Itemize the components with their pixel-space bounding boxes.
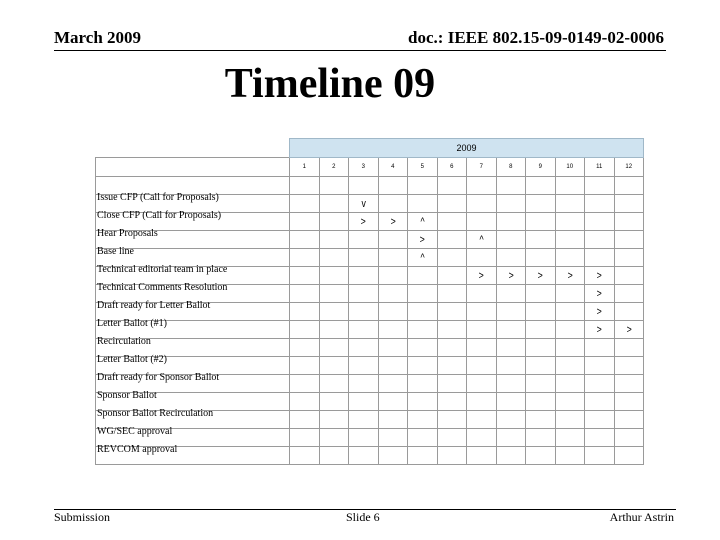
timeline-cell [467, 249, 497, 267]
timeline-cell [408, 411, 438, 429]
timeline-cell [614, 357, 644, 375]
timeline-cell [349, 321, 379, 339]
timeline-cell [408, 375, 438, 393]
timeline-cell [467, 375, 497, 393]
timeline-cell [437, 321, 467, 339]
timeline-cell [526, 393, 556, 411]
task-label: WG/SEC approval [97, 426, 173, 437]
month-header: 3 [349, 158, 379, 177]
year-header: 2009 [290, 139, 644, 158]
timeline-cell [290, 321, 320, 339]
timeline-cell [349, 231, 379, 249]
table-row [96, 213, 644, 231]
timeline-marker: > [537, 269, 543, 282]
timeline-cell [585, 213, 615, 231]
task-label-cell [96, 285, 290, 311]
timeline-cell [496, 447, 526, 465]
month-header: 10 [555, 158, 585, 177]
timeline-cell [526, 195, 556, 213]
timeline-cell [614, 231, 644, 249]
timeline-cell [526, 177, 556, 195]
timeline-cell [467, 285, 497, 303]
timeline-cell [408, 285, 438, 303]
timeline-cell [526, 321, 556, 339]
timeline-cell [319, 213, 349, 231]
month-header: 7 [467, 158, 497, 177]
task-label: Recirculation [97, 336, 151, 347]
timeline-cell [555, 339, 585, 357]
timeline-cell [378, 231, 408, 249]
timeline-cell [496, 231, 526, 249]
timeline-cell [349, 375, 379, 393]
task-label: Sponsor Ballot [97, 390, 157, 401]
timeline-cell [290, 195, 320, 213]
table-row [96, 195, 644, 213]
timeline-cell [614, 177, 644, 195]
timeline-cell [319, 285, 349, 303]
table-row [96, 177, 644, 195]
timeline-marker: > [419, 233, 425, 246]
task-label: Draft ready for Letter Ballot [97, 300, 211, 311]
timeline-cell [555, 357, 585, 375]
timeline-cell [437, 285, 467, 303]
task-label-cell [96, 429, 290, 455]
timeline-cell [290, 411, 320, 429]
timeline-cell [437, 195, 467, 213]
timeline-cell [526, 429, 556, 447]
timeline-cell [614, 447, 644, 465]
task-label: Close CFP (Call for Proposals) [97, 210, 222, 221]
timeline-cell [290, 213, 320, 231]
timeline-cell [319, 447, 349, 465]
task-label: Letter Ballot (#1) [97, 318, 167, 329]
timeline-cell [526, 303, 556, 321]
timeline-cell [349, 285, 379, 303]
timeline-cell [496, 213, 526, 231]
timeline-cell [349, 447, 379, 465]
timeline-cell [496, 357, 526, 375]
task-label: Issue CFP (Call for Proposals) [97, 192, 219, 203]
timeline-cell [585, 393, 615, 411]
task-label: Sponsor Ballot Recirculation [97, 408, 214, 419]
timeline-cell [290, 267, 320, 285]
timeline-cell [467, 231, 497, 249]
timeline-cell [437, 213, 467, 231]
timeline-cell [496, 339, 526, 357]
timeline-cell [614, 429, 644, 447]
timeline-cell [378, 285, 408, 303]
timeline-marker: > [508, 269, 514, 282]
month-row [96, 158, 644, 177]
timeline-cell [290, 393, 320, 411]
month-header: 9 [526, 158, 556, 177]
timeline-table [95, 138, 644, 465]
timeline-cell [555, 231, 585, 249]
table-row [96, 303, 644, 321]
timeline-cell [319, 375, 349, 393]
table-row [96, 357, 644, 375]
timeline-cell [526, 213, 556, 231]
timeline-cell [467, 393, 497, 411]
timeline-cell [319, 177, 349, 195]
timeline-cell [555, 213, 585, 231]
timeline-cell [437, 339, 467, 357]
timeline-marker: ^ [420, 215, 425, 228]
timeline-cell [496, 177, 526, 195]
table-row [96, 375, 644, 393]
year-row-spacer [96, 139, 290, 158]
timeline-cell [290, 447, 320, 465]
timeline-cell [378, 429, 408, 447]
task-label-cell [96, 249, 290, 275]
timeline-cell [614, 303, 644, 321]
timeline-cell [437, 177, 467, 195]
timeline-cell [526, 231, 556, 249]
timeline-cell [496, 429, 526, 447]
timeline-marker: > [390, 215, 396, 228]
timeline-cell [467, 177, 497, 195]
timeline-cell [378, 447, 408, 465]
timeline-cell [496, 375, 526, 393]
month-header: 6 [437, 158, 467, 177]
timeline-cell [378, 303, 408, 321]
timeline-cell [496, 321, 526, 339]
task-label-cell [96, 177, 290, 203]
footer-submission: Submission [54, 510, 111, 524]
timeline-cell [467, 321, 497, 339]
slide-title: Timeline 09 [224, 61, 436, 107]
timeline-cell [437, 249, 467, 267]
timeline-cell [496, 195, 526, 213]
table-row [96, 393, 644, 411]
month-header: 8 [496, 158, 526, 177]
task-label-cell [96, 231, 290, 257]
timeline-cell [467, 213, 497, 231]
timeline-cell [585, 429, 615, 447]
table-row [96, 447, 644, 465]
timeline-cell [555, 321, 585, 339]
timeline-cell [585, 447, 615, 465]
timeline-cell [614, 375, 644, 393]
timeline-cell [555, 393, 585, 411]
timeline-cell [290, 285, 320, 303]
timeline-cell [496, 411, 526, 429]
timeline-cell [290, 177, 320, 195]
timeline-cell [408, 447, 438, 465]
task-label: Base line [97, 246, 134, 257]
timeline-cell [349, 339, 379, 357]
timeline-cell [319, 357, 349, 375]
timeline-cell [290, 429, 320, 447]
timeline-cell [467, 195, 497, 213]
timeline-cell [614, 213, 644, 231]
timeline-cell [349, 249, 379, 267]
timeline-cell [437, 303, 467, 321]
table-row [96, 231, 644, 249]
timeline-cell [585, 177, 615, 195]
timeline-cell [614, 411, 644, 429]
timeline-cell [290, 303, 320, 321]
timeline-marker: ^ [479, 233, 484, 246]
timeline-cell [585, 267, 615, 285]
timeline-marker: > [596, 287, 602, 300]
timeline-cell [349, 177, 379, 195]
table-row [96, 267, 644, 285]
timeline-cell [526, 339, 556, 357]
timeline-cell [614, 249, 644, 267]
task-label: Technical editorial team in place [97, 264, 228, 275]
timeline-cell [467, 447, 497, 465]
timeline-cell [290, 357, 320, 375]
timeline-cell [585, 375, 615, 393]
timeline-cell [555, 411, 585, 429]
timeline-cell [526, 267, 556, 285]
timeline-cell [378, 393, 408, 411]
header-date: March 2009 [54, 28, 142, 47]
timeline-cell [408, 357, 438, 375]
timeline-cell [555, 375, 585, 393]
timeline-cell [585, 411, 615, 429]
table-row [96, 411, 644, 429]
timeline-cell [349, 429, 379, 447]
task-label-cell [96, 447, 290, 465]
timeline-cell [349, 393, 379, 411]
timeline-cell [526, 357, 556, 375]
timeline-marker: > [567, 269, 573, 282]
timeline-cell [408, 177, 438, 195]
timeline-cell [378, 357, 408, 375]
timeline-cell [319, 195, 349, 213]
timeline-cell [467, 357, 497, 375]
timeline-cell [614, 393, 644, 411]
timeline-marker: > [596, 269, 602, 282]
timeline-cell [437, 429, 467, 447]
timeline-cell [585, 357, 615, 375]
timeline-cell [290, 249, 320, 267]
timeline-cell [585, 321, 615, 339]
timeline-cell [290, 231, 320, 249]
timeline-cell [555, 177, 585, 195]
timeline-cell [408, 393, 438, 411]
timeline-cell [467, 411, 497, 429]
timeline-cell [408, 231, 438, 249]
timeline-marker: > [596, 305, 602, 318]
timeline-cell [378, 411, 408, 429]
timeline-cell [349, 267, 379, 285]
month-header: 11 [585, 158, 615, 177]
timeline-cell [526, 249, 556, 267]
timeline-cell [555, 249, 585, 267]
timeline-cell [437, 267, 467, 285]
timeline-cell [467, 303, 497, 321]
timeline-cell [319, 393, 349, 411]
timeline-cell [555, 447, 585, 465]
timeline-marker: > [626, 323, 632, 336]
timeline-cell [437, 393, 467, 411]
timeline-cell [378, 249, 408, 267]
timeline-cell [378, 375, 408, 393]
table-row [96, 429, 644, 447]
task-label-cell [96, 357, 290, 383]
timeline-cell [378, 213, 408, 231]
timeline-cell [408, 303, 438, 321]
timeline-cell [408, 213, 438, 231]
timeline-cell [496, 393, 526, 411]
timeline-cell [378, 339, 408, 357]
task-label-cell [96, 303, 290, 329]
timeline-cell [437, 231, 467, 249]
timeline-cell [467, 429, 497, 447]
month-header: 2 [319, 158, 349, 177]
timeline-cell [437, 375, 467, 393]
timeline-cell [349, 357, 379, 375]
timeline-cell [437, 447, 467, 465]
timeline-cell [378, 321, 408, 339]
timeline-marker: > [360, 215, 366, 228]
timeline-cell [408, 195, 438, 213]
timeline-cell [319, 411, 349, 429]
task-label-cell [96, 321, 290, 347]
timeline-cell [437, 357, 467, 375]
timeline-cell [496, 267, 526, 285]
table-row [96, 321, 644, 339]
timeline-cell [496, 249, 526, 267]
month-header: 5 [408, 158, 438, 177]
month-header: 1 [290, 158, 320, 177]
timeline-cell [319, 321, 349, 339]
timeline-cell [378, 177, 408, 195]
month-header: 4 [378, 158, 408, 177]
timeline-cell [555, 195, 585, 213]
timeline-cell [585, 285, 615, 303]
timeline-cell [290, 339, 320, 357]
timeline-cell [378, 195, 408, 213]
timeline-cell [349, 303, 379, 321]
footer-slide-number: Slide 6 [346, 510, 380, 524]
timeline-marker: ^ [420, 251, 425, 264]
table-row [96, 249, 644, 267]
timeline-cell [349, 213, 379, 231]
task-label: Technical Comments Resolution [97, 282, 228, 293]
task-label-cell [96, 375, 290, 401]
timeline-cell [614, 339, 644, 357]
table-row [96, 339, 644, 357]
timeline-cell [437, 411, 467, 429]
timeline-cell [555, 303, 585, 321]
timeline-marker: v [361, 197, 366, 210]
task-label: REVCOM approval [97, 444, 178, 455]
header-doc-id: doc.: IEEE 802.15-09-0149-02-0006 [408, 28, 664, 47]
timeline-cell [585, 303, 615, 321]
timeline-cell [526, 285, 556, 303]
timeline-cell [614, 321, 644, 339]
task-label-cell [96, 339, 290, 365]
timeline-cell [585, 195, 615, 213]
timeline-cell [555, 429, 585, 447]
table-row [96, 285, 644, 303]
timeline-cell [408, 267, 438, 285]
timeline-cell [496, 303, 526, 321]
timeline-cell [408, 321, 438, 339]
timeline-marker: > [596, 323, 602, 336]
timeline-cell [467, 267, 497, 285]
timeline-cell [526, 411, 556, 429]
timeline-cell [467, 339, 497, 357]
timeline-marker: > [478, 269, 484, 282]
timeline-cell [555, 267, 585, 285]
task-label-cell [96, 195, 290, 221]
timeline-cell [319, 339, 349, 357]
year-row [96, 139, 644, 158]
timeline-cell [408, 339, 438, 357]
timeline-cell [526, 447, 556, 465]
timeline-cell [378, 267, 408, 285]
task-label-cell [96, 393, 290, 419]
task-label-cell [96, 411, 290, 437]
task-label: Hear Proposals [97, 228, 158, 239]
timeline-cell [614, 267, 644, 285]
timeline-cell [408, 429, 438, 447]
task-label: Draft ready for Sponsor Ballot [97, 372, 220, 383]
timeline-cell [496, 285, 526, 303]
timeline-cell [319, 429, 349, 447]
timeline-cell [614, 195, 644, 213]
timeline-cell [585, 339, 615, 357]
task-label-cell [96, 213, 290, 239]
month-row-label-cell [96, 158, 290, 177]
header-rule [54, 50, 666, 51]
timeline-cell [319, 231, 349, 249]
timeline-cell [408, 249, 438, 267]
task-label-cell [96, 267, 290, 293]
timeline-cell [349, 411, 379, 429]
timeline-cell [585, 249, 615, 267]
timeline-cell [319, 249, 349, 267]
timeline-cell [290, 375, 320, 393]
footer-author: Arthur Astrin [609, 510, 674, 524]
timeline-cell [555, 285, 585, 303]
task-label: Letter Ballot (#2) [97, 354, 167, 365]
timeline-cell [614, 285, 644, 303]
timeline-cell [585, 231, 615, 249]
timeline-cell [319, 303, 349, 321]
timeline-cell [526, 375, 556, 393]
timeline-cell [319, 267, 349, 285]
timeline-cell [349, 195, 379, 213]
month-header: 12 [614, 158, 644, 177]
